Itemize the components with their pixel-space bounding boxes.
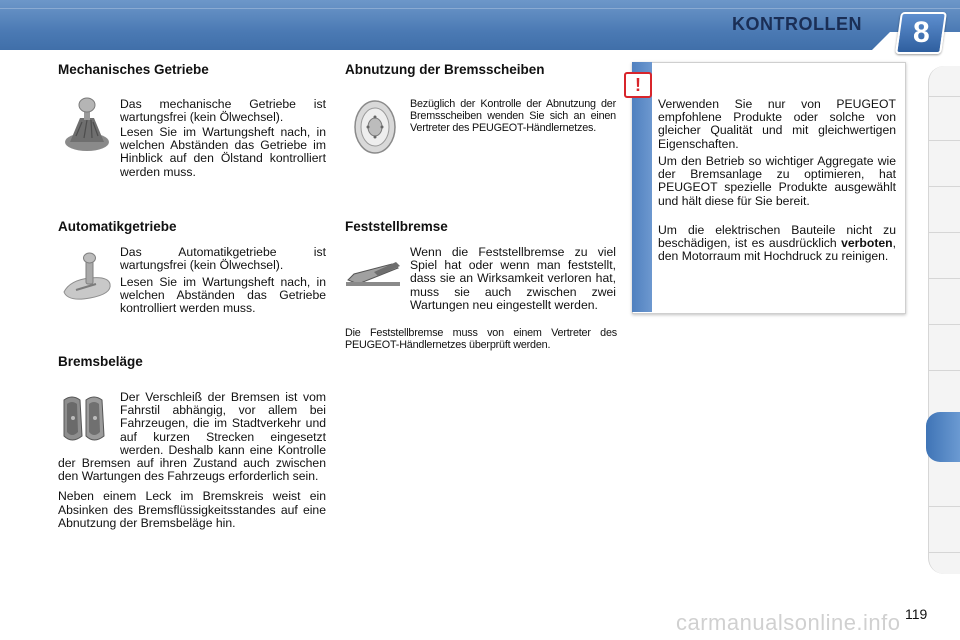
heading-bremsscheiben: Abnutzung der Bremsscheiben xyxy=(345,62,545,77)
chapter-title: KONTROLLEN xyxy=(732,14,862,34)
thumb-tab-divider xyxy=(928,552,960,553)
automatik-paragraph-1: Das Automatikgetriebe ist wartungsfrei (kein Ölwechsel). xyxy=(120,245,326,273)
exclamation-warning-icon: ! xyxy=(624,72,652,98)
thumb-tab-divider xyxy=(928,140,960,141)
manual-gear-lever-icon xyxy=(62,96,112,154)
heading-feststellbremse: Feststellbremse xyxy=(345,219,448,234)
warning-paragraph-1: Verwenden Sie nur von PEUGEOT empfohlene Produkte oder solche von gleicher Qualität und mit gleichwertigen Eigenschaften. xyxy=(658,97,896,151)
heading-bremsbelaege: Bremsbeläge xyxy=(58,354,143,369)
thumb-tab-divider xyxy=(928,370,960,371)
warning-paragraph-3-start: Um die elektrischen Bauteile nicht zu beschädigen, ist es ausdrücklich xyxy=(658,223,896,251)
warning-verboten-emphasis: verboten xyxy=(841,236,893,251)
page-number: 119 xyxy=(905,606,928,622)
bremsbelaege-text-block xyxy=(58,391,326,530)
brake-disc-icon xyxy=(350,98,400,156)
thumb-tab-divider xyxy=(928,96,960,97)
bremsbelaege-paragraph-2: Neben einem Leck im Bremskreis weist ein Absinken des Bremsflüssigkeitsstandes auf eine Abnutzung der Bremsbeläge hin. xyxy=(58,489,326,530)
heading-mechanisches-getriebe: Mechanisches Getriebe xyxy=(58,62,209,77)
chapter-number: 8 xyxy=(912,16,930,49)
getriebe-paragraph-2: Lesen Sie im Wartungsheft nach, in welchen Abständen das Getriebe im Hinblick auf den Ölstand kontrolliert werden muss. xyxy=(120,125,326,179)
parking-brake-lever-icon xyxy=(344,254,402,290)
warning-paragraph-3-end: , den Motorraum mit Hochdruck zu reinigen. xyxy=(658,236,896,264)
warning-paragraph-2: Um den Betrieb so wichtiger Aggregate wie der Bremsanlage zu optimieren, hat PEUGEOT spezielle Produkte ausgewählt und hält diese für Sie bereit. xyxy=(658,154,896,208)
thumb-tab-divider xyxy=(928,232,960,233)
warning-box-stripe xyxy=(632,62,652,312)
thumb-tab-divider xyxy=(928,324,960,325)
thumb-tab-active xyxy=(926,412,960,462)
heading-automatikgetriebe: Automatikgetriebe xyxy=(58,219,177,234)
bremsbelaege-paragraph-1-text: Der Verschleiß der Bremsen ist vom Fahrstil abhängig, vor allem bei Fahrzeugen, die im Stadtverkehr und auf kurzen Strecken eingesetzt werden. Deshalb kann eine Kontrolle der Bremsen auf ihren Zustand auch zwischen den Wartungen des Fahrzeugs erforderlich sein. xyxy=(58,390,326,484)
feststellbremse-paragraph-2: Die Feststellbremse muss von einem Vertreter des PEUGEOT-Händlernetzes überprüft werden. xyxy=(345,327,617,351)
thumb-tab-divider xyxy=(928,186,960,187)
thumb-tab-divider xyxy=(928,506,960,507)
automatik-paragraph-2: Lesen Sie im Wartungsheft nach, in welchen Abständen das Getriebe kontrolliert werden muss. xyxy=(120,275,326,316)
chapter-thumb-tabs xyxy=(928,66,960,574)
watermark: carmanualsonline.info xyxy=(676,610,901,635)
warning-paragraph-3 xyxy=(658,224,896,264)
getriebe-paragraph-1: Das mechanische Getriebe ist wartungsfrei (kein Ölwechsel). xyxy=(120,97,326,125)
bremsscheiben-paragraph: Bezüglich der Kontrolle der Abnutzung der Bremsscheiben wenden Sie sich an einen Vertreter des PEUGEOT-Händlernetzes. xyxy=(410,98,616,134)
automatic-gear-lever-icon xyxy=(60,250,114,304)
thumb-tab-divider xyxy=(928,278,960,279)
chapter-number-badge xyxy=(895,12,947,54)
feststellbremse-paragraph-1: Wenn die Feststellbremse zu viel Spiel hat oder wenn man feststellt, dass sie an Wirksamkeit verloren hat, muss sie auch zwischen zwei Wartungen neu eingestellt werden. xyxy=(410,245,616,312)
